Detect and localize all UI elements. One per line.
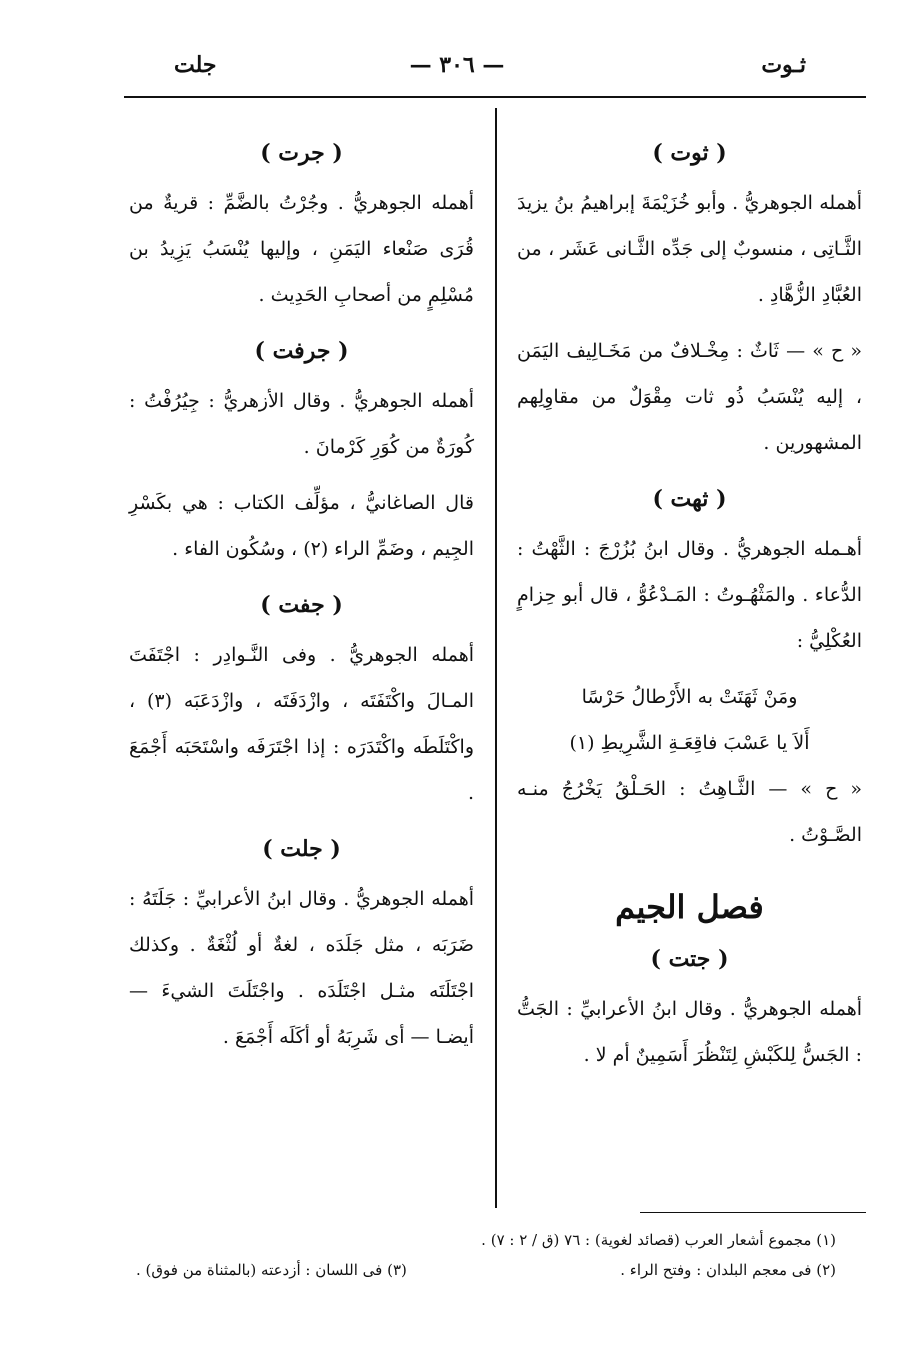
entry-title-jlt: ( جلت ) [262, 836, 341, 862]
entry-title-thht: ( ثهت ) [652, 486, 727, 512]
section-title: فصل الجيم [615, 888, 764, 926]
entry-text: أهمله الجوهريُّ . وفى النَّـوادِر : اجْتَفَتَ المـالَ واكْتَفَتَه ، وازْدَفَتَه ، وازْدَعَبَه (٣) ، واكْتَلَطَه واكْتَدَرَه : إذا اجْتَرَفَه واسْتَحَبَه أَجْمَعَ . [129, 644, 474, 804]
page-number: — ٣٠٦ — [409, 52, 505, 78]
entry-title-jrft: ( جرفت ) [254, 338, 349, 364]
footnote-2: (٢) فى معجم البلدان : وفتح الراء . [620, 1261, 836, 1279]
entry-title-jtt: ( جتت ) [650, 946, 729, 972]
footnotes [136, 1225, 836, 1285]
header-rule [124, 96, 866, 98]
footnote-1: (١) مجموع أشعار العرب (قصائد لغوية) : ٧٦ (ق / ٢ : ٧) . [481, 1231, 836, 1249]
footnote-rule [640, 1212, 866, 1213]
footnote-row [136, 1225, 836, 1255]
entry-title-thwt: ( ثوت ) [652, 140, 727, 166]
entry-title-jft: ( جفت ) [260, 592, 343, 618]
column-divider [495, 108, 497, 1208]
right-column [517, 130, 862, 1088]
entry-text: أهمله الجوهريُّ . وقال ابنُ الأعرابيِّ : الجَتُّ : الجَسُّ لِلكَبْشِ لِتَنْظُرَ أَسَمِينٌ أم لا . [517, 998, 862, 1066]
entry-text: أهمله الجوهريُّ . وأبو خُزَيْمَةَ إبراهيمُ بنُ يزيدَ الثَّـاتِى ، منسوبٌ إلى جَدِّه الثَّـانى عَشَر ، من العُبَّادِ الزُّهَّادِ . [517, 192, 862, 306]
entry-title-jrt: ( جرت ) [260, 140, 343, 166]
poetry-verse: ومَنْ ثَهَتَتْ به الأَرْطالُ حَرْسًا [581, 686, 798, 708]
running-head-left: جلت [174, 52, 217, 78]
entry-text: أهـمله الجوهريُّ . وقال ابنُ بُزُرْجَ : الثَّهْتُ : الدُّعاء . والمَثْهُـوتُ : المَـدْعُوُّ ، قال أبو حِزامٍ العُكْلِيُّ : [517, 538, 862, 652]
left-column [129, 130, 474, 1070]
entry-text: « ح » — الثَّـاهِتُ : الحَـلْقُ يَخْرُجُ منـه الصَّـوْتُ . [517, 778, 862, 846]
footnote-3: (٣) فى اللسان : أزدعته (بالمثناة من فوق) . [136, 1261, 407, 1279]
running-head-right: ثـوت [761, 52, 806, 78]
entry-text: أهمله الجوهريُّ . وقال ابنُ الأعرابيِّ : جَلَتَهُ : ضَرَبَه ، مثل جَلَدَه ، لغةٌ أو لُثْغَةٌ . وكذلك اجْتَلَتَه مثـل اجْتَلَدَه . واجْتَلَتَ الشيءَ — أيضـا — أى شَرِبَهُ أو أكَلَه أَجْمَعَ . [129, 888, 474, 1048]
entry-text: أهمله الجوهريُّ . وقال الأزهريُّ : جِيُرُفْتُ : كُورَةٌ من كُوَرِ كَرْمانَ . [129, 390, 474, 458]
footnote-row [136, 1255, 836, 1285]
entry-text: قال الصاغانيُّ ، مؤلِّف الكتاب : هي بكَسْرِ الجِيم ، وضَمِّ الراء (٢) ، وسُكُون الفاء . [129, 492, 474, 560]
poetry-verse: أَلاَ يا عَسْبَ فاقِعَـةِ الشَّرِيطِ (١) [569, 732, 810, 754]
entry-text: « ح » — ثَاثٌ : مِخْـلافٌ من مَخَـالِيف اليَمَن ، إليه يُنْسَبُ ذُو ثات مِقْوَلٌ من مقاوِلِهم المشهورين . [517, 340, 862, 454]
entry-text: أهمله الجوهريُّ . وجُرْتُ بالضَّمِّ : قريةٌ من قُرَى صَنْعاء اليَمَنِ ، وإليها يُنْسَبُ يَزِيدُ بن مُسْلِمٍ من أصحابِ الحَدِيث . [129, 192, 474, 306]
